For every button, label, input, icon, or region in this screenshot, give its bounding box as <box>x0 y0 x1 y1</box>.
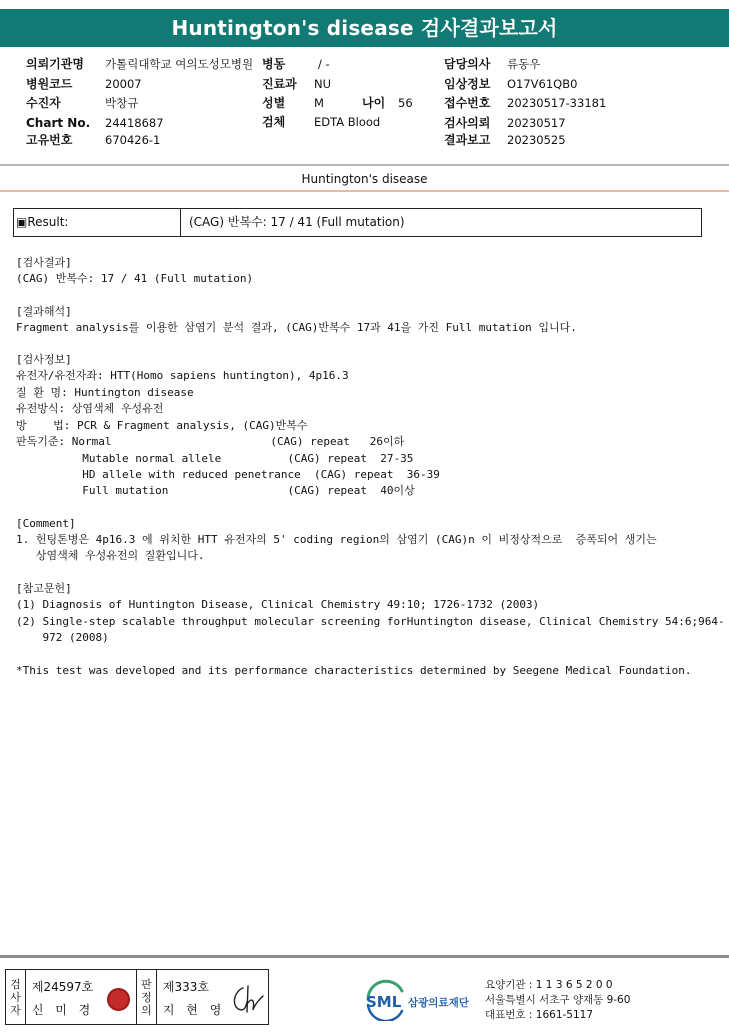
hospital-code-row <box>26 76 142 92</box>
receipt-value: 20230517-33181 <box>507 96 607 110</box>
tester-cell <box>26 970 137 1024</box>
inheritance-line: 유전방식: 상염색체 우성유전 <box>16 402 164 415</box>
result-summary-box <box>13 208 702 237</box>
address: 서울특별시 서초구 양재동 9-60 <box>485 994 631 1006</box>
patient-value: 박창규 <box>105 96 139 110</box>
unique-row <box>26 132 160 148</box>
report-date-value: 20230525 <box>507 133 566 147</box>
confirm-name: 지 현 영 <box>162 1003 226 1017</box>
clinical-label: 임상정보 <box>444 77 491 91</box>
chart-row <box>26 115 164 131</box>
report-date-label: 결과보고 <box>444 133 491 147</box>
patient-label: 수진자 <box>26 96 61 110</box>
comment-heading: [Comment] <box>16 517 76 530</box>
tester-label <box>6 970 26 1024</box>
confirm-label-char-1: 정 <box>141 990 152 1004</box>
doctor-label: 담당의사 <box>444 57 491 71</box>
unique-label: 고유번호 <box>26 133 73 147</box>
chart-value: 24418687 <box>105 116 164 130</box>
reference-2: (2) Single-step scalable throughput molecular screening forHuntington disease, Clinical Chemistry 54:6;964- <box>16 615 725 628</box>
sml-logo <box>364 977 474 1021</box>
ward-label: 병동 <box>262 57 286 71</box>
specimen-value: EDTA Blood <box>314 115 381 129</box>
doctor-row <box>444 56 540 72</box>
tester-label-char-1: 사 <box>10 990 21 1004</box>
dept-value: NU <box>314 77 332 91</box>
logo-name: 삼광의료재단 <box>408 997 469 1009</box>
report-title: Huntington's disease 검사결과보고서 <box>0 9 729 47</box>
doctor-value: 류동우 <box>507 57 541 71</box>
disclaimer: *This test was developed and its performance characteristics determined by Seegene Medical Foundation. <box>16 664 692 677</box>
criteria-line-3: HD allele with reduced penetrance (CAG) repeat 36-39 <box>16 468 440 481</box>
clinical-value: O17V61QB0 <box>507 77 578 91</box>
tester-label-char-0: 검 <box>10 977 21 991</box>
institution-label: 의뢰기관명 <box>26 57 84 71</box>
hospital-code-value: 20007 <box>105 77 142 91</box>
patient-row <box>26 95 138 111</box>
age-value: 56 <box>398 96 413 110</box>
reference-2-cont: 972 (2008) <box>16 631 109 644</box>
result-label: ▣Result: <box>14 209 181 236</box>
dept-row <box>262 76 331 92</box>
sex-label: 성별 <box>262 96 286 110</box>
criteria-line-2: Mutable normal allele (CAG) repeat 27-35 <box>16 452 414 465</box>
unique-value: 670426-1 <box>105 133 161 147</box>
criteria-line-4: Full mutation (CAG) repeat 40이상 <box>16 484 415 497</box>
result-line: (CAG) 반복수: 17 / 41 (Full mutation) <box>16 272 254 285</box>
sex-row <box>262 95 324 111</box>
result-value: (CAG) 반복수: 17 / 41 (Full mutation) <box>189 215 405 229</box>
sex-value: M <box>314 96 324 110</box>
receipt-row <box>444 95 606 111</box>
disease-line: 질 환 명: Huntington disease <box>16 386 194 399</box>
institution-value: 가톨릭대학교 여의도성모병원 <box>105 57 254 71</box>
tester-label-char-2: 자 <box>10 1003 21 1017</box>
confirm-cell <box>157 970 268 1024</box>
comment-line-1: 1. 헌팅톤병은 4p16.3 에 위치한 HTT 유전자의 5' coding region의 삼염기 (CAG)n 이 비정상적으로 증폭되어 생기는 <box>16 533 657 546</box>
footer-divider <box>0 955 729 958</box>
dept-label: 진료과 <box>262 77 297 91</box>
address-block <box>485 978 630 1023</box>
references-heading: [참고문헌] <box>16 582 72 595</box>
clinical-row <box>444 76 577 92</box>
comment-line-2: 상염색체 우성유전의 질환입니다. <box>16 549 205 562</box>
result-heading: [검사결과] <box>16 256 72 269</box>
ward-row <box>262 56 330 72</box>
request-label: 검사의뢰 <box>444 116 491 130</box>
age-row <box>362 95 413 111</box>
section-title: Huntington's disease <box>301 172 428 186</box>
report-date-row <box>444 132 566 148</box>
signature-box <box>5 969 269 1025</box>
institution-row <box>26 56 253 72</box>
tester-license: 제24597호 <box>31 980 94 994</box>
interpretation-line: Fragment analysis를 이용한 삼염기 분석 결과, (CAG)반복수 17과 41을 가진 Full mutation 입니다. <box>16 321 577 334</box>
logo-text: SML <box>366 993 402 1011</box>
reference-1: (1) Diagnosis of Huntington Disease, Clinical Chemistry 49:10; 1726-1732 (2003) <box>16 598 540 611</box>
hospital-code-label: 병원코드 <box>26 77 73 91</box>
gene-line: 유전자/유전자좌: HTT(Homo sapiens huntington), 4p16.3 <box>16 369 349 382</box>
institution-code: 요양기관 : 1 1 3 6 5 2 0 0 <box>485 979 613 991</box>
tester-name: 신 미 경 <box>31 1003 95 1017</box>
handwritten-signature <box>229 982 265 1016</box>
request-value: 20230517 <box>507 116 566 130</box>
confirm-label-char-2: 의 <box>141 1003 152 1017</box>
age-label: 나이 <box>362 96 386 110</box>
interpretation-heading: [결과해석] <box>16 305 72 318</box>
request-row <box>444 115 566 131</box>
confirm-label <box>137 970 157 1024</box>
receipt-label: 접수번호 <box>444 96 491 110</box>
seal-stamp <box>107 988 130 1011</box>
criteria-line-1: 판독기준: Normal (CAG) repeat 26이하 <box>16 435 405 448</box>
confirm-label-char-0: 판 <box>141 977 152 991</box>
divider-section <box>0 190 729 192</box>
divider-top <box>0 164 729 166</box>
test-info-heading: [검사정보] <box>16 353 72 366</box>
method-line: 방 법: PCR & Fragment analysis, (CAG)반복수 <box>16 419 308 432</box>
confirm-license: 제333호 <box>162 980 209 994</box>
specimen-label: 검체 <box>262 115 286 129</box>
chart-label: Chart No. <box>26 116 91 130</box>
ward-value: / - <box>318 57 330 71</box>
specimen-row <box>262 114 380 130</box>
phone: 대표번호 : 1661-5117 <box>485 1009 594 1021</box>
